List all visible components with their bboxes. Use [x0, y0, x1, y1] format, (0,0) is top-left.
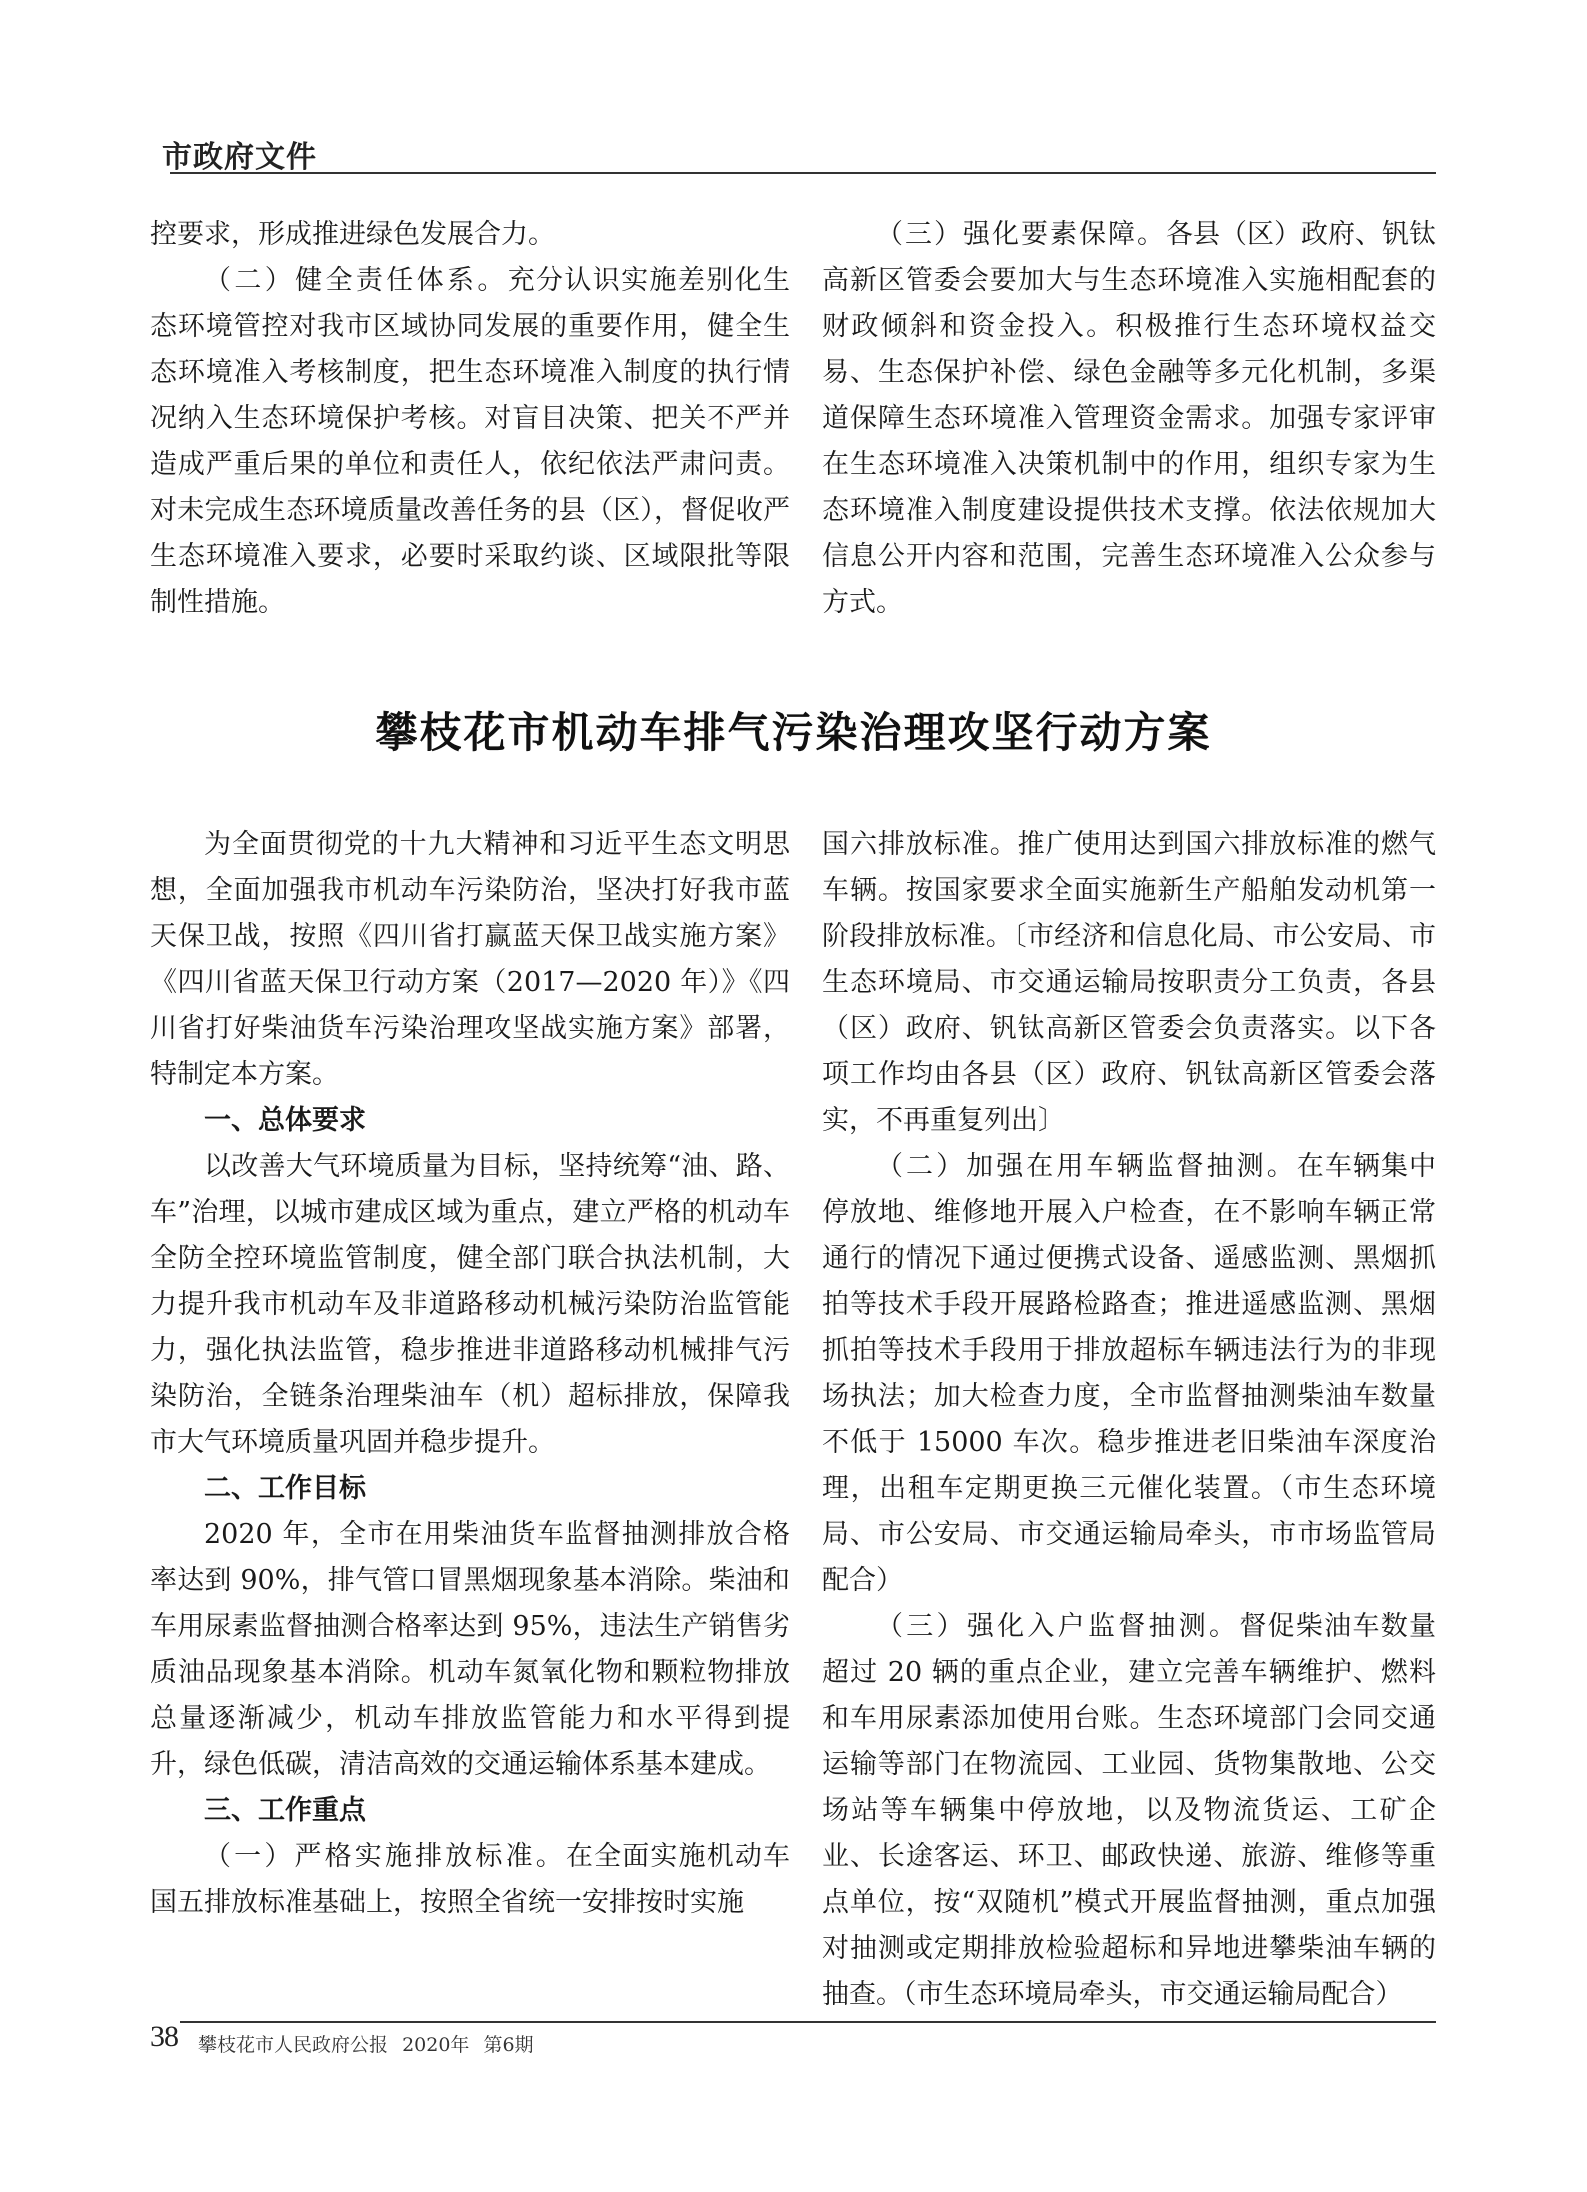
paragraph: [822, 1604, 1436, 2018]
paragraph-text: 督促柴油车数量超过 20 辆的重点企业，建立完善车辆维护、燃料和车用尿素添加使用台账。生态环境部门会同交通运输等部门在物流园、工业园、货物集散地、公交场站等车辆集中停放地，以及物流货运、工矿企业、长途客运、环卫、邮政快递、旅游、维修等重点单位，按“双随机”模式开展监督抽测，重点加强对抽测或定期排放检验超标和异地进攀柴油车辆的抽查。（市生态环境局牵头，市交通运输局配合）: [822, 1611, 1437, 2010]
footer-year: 2020年: [402, 2034, 470, 2056]
paragraph-lead: （二）健全责任体系。: [204, 265, 508, 296]
section-heading: 一、总体要求: [204, 1105, 366, 1136]
paragraph-text: 以改善大气环境质量为目标，坚持统筹“油、路、车”治理，以城市建成区域为重点，建立严格的机动车全防全控环境监管制度，健全部门联合执法机制，大力提升我市机动车及非道路移动机械污染防治监管能力，强化执法监管，稳步推进非道路移动机械排气污染防治，全链条治理柴油车（机）超标排放，保障我市大气环境质量巩固并稳步提升。: [150, 1151, 790, 1458]
paragraph-text: 在全面实施机动车国五排放标准基础上，按照全省统一安排按时实施: [150, 1841, 791, 1918]
prev-article-left-column: [150, 212, 790, 626]
paragraph: [150, 212, 790, 258]
prev-article-right-column: [822, 212, 1436, 626]
article-left-column: [150, 822, 790, 1926]
paragraph: [150, 822, 790, 1098]
paragraph: [822, 212, 1436, 626]
paragraph-text: 国六排放标准。推广使用达到国六排放标准的燃气车辆。按国家要求全面实施新生产船舶发动机第一阶段排放标准。〔市经济和信息化局、市公安局、市生态环境局、市交通运输局按职责分工负责，各县（区）政府、钒钛高新区管委会负责落实。以下各项工作均由各县（区）政府、钒钛高新区管委会落实，不再重复列出〕: [822, 829, 1436, 1136]
paragraph: [150, 1512, 790, 1788]
paragraph-lead: （一）严格实施排放标准。: [204, 1841, 566, 1872]
paragraph-lead: （二）加强在用车辆监督抽测。: [876, 1151, 1297, 1182]
paragraph-text: 为全面贯彻党的十九大精神和习近平生态文明思想，全面加强我市机动车污染防治，坚决打好我市蓝天保卫战，按照《四川省打赢蓝天保卫战实施方案》《四川省蓝天保卫行动方案（2017—2020 年）》《四川省打好柴油货车污染治理攻坚战实施方案》部署，特制定本方案。: [150, 829, 790, 1090]
footer-publication: 攀枝花市人民政府公报: [198, 2034, 389, 2056]
article-right-column: [822, 822, 1436, 2018]
paragraph: [150, 258, 790, 626]
paragraph: [822, 1144, 1436, 1604]
footer-rule: [180, 2021, 1436, 2023]
running-head: 市政府文件: [162, 140, 317, 175]
section-heading: 二、工作目标: [204, 1473, 366, 1504]
section-heading: 三、工作重点: [204, 1795, 366, 1826]
paragraph: [822, 822, 1436, 1144]
footer-issue: 第6期: [483, 2034, 534, 2056]
paragraph-text: 各县（区）政府、钒钛高新区管委会要加大与生态环境准入实施相配套的财政倾斜和资金投入。积极推行生态环境权益交易、生态保护补偿、绿色金融等多元化机制，多渠道保障生态环境准入管理资金需求。加强专家评审在生态环境准入决策机制中的作用，组织专家为生态环境准入制度建设提供技术支撑。依法依规加大信息公开内容和范围，完善生态环境准入公众参与方式。: [822, 219, 1436, 618]
paragraph-lead: （三）强化入户监督抽测。: [876, 1611, 1240, 1642]
footer-publication-info: [198, 2030, 534, 2057]
paragraph-text: 2020 年，全市在用柴油货车监督抽测排放合格率达到 90%，排气管口冒黑烟现象基本消除。柴油和车用尿素监督抽测合格率达到 95%，违法生产销售劣质油品现象基本消除。机动车氮氧化物和颗粒物排放总量逐渐减少，机动车排放监管能力和水平得到提升，绿色低碳，清洁高效的交通运输体系基本建成。: [150, 1519, 790, 1780]
paragraph-text: 在车辆集中停放地、维修地开展入户检查，在不影响车辆正常通行的情况下通过便携式设备、遥感监测、黑烟抓拍等技术手段开展路检路查；推进遥感监测、黑烟抓拍等技术手段用于排放超标车辆违法行为的非现场执法；加大检查力度，全市监督抽测柴油车数量不低于 15000 车次。稳步推进老旧柴油车深度治理，出租车定期更换三元催化装置。（市生态环境局、市公安局、市交通运输局牵头，市市场监管局配合）: [822, 1151, 1437, 1596]
paragraph: [150, 1144, 790, 1466]
paragraph: [150, 1834, 790, 1926]
paragraph-text: 控要求，形成推进绿色发展合力。: [150, 219, 555, 250]
article-title: 攀枝花市机动车排气污染治理攻坚行动方案: [375, 708, 1212, 757]
paragraph-lead: （三）强化要素保障。: [876, 219, 1166, 250]
page-number: 38: [150, 2020, 178, 2053]
header-rule: [170, 172, 1436, 174]
paragraph-text: 充分认识实施差别化生态环境管控对我市区域协同发展的重要作用，健全生态环境准入考核制度，把生态环境准入制度的执行情况纳入生态环境保护考核。对盲目决策、把关不严并造成严重后果的单位和责任人，依纪依法严肃问责。对未完成生态环境质量改善任务的县（区），督促收严生态环境准入要求，必要时采取约谈、区域限批等限制性措施。: [150, 265, 791, 618]
